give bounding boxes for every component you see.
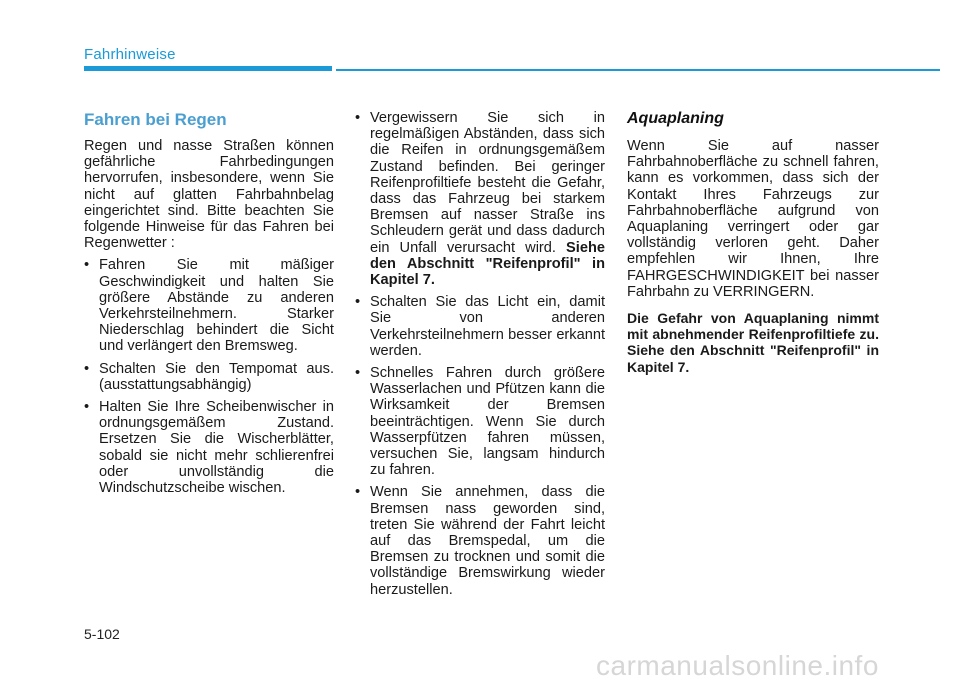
list-item-text: Schnelles Fahren durch größere Wasserlachen und Pfützen kann die Wirksamkeit der Bremsen beeinträchtigen. Wenn Sie durch Wasserpfützen fahren müssen, versuchen Sie, langsam hindurch zu fahren.: [370, 365, 605, 479]
list-item-text: Schalten Sie das Licht ein, damit Sie von anderen Verkehrsteilnehmern besser erkannt werden.: [370, 294, 605, 359]
list-item: [84, 257, 334, 354]
rain-tips-list-continued: [355, 110, 605, 598]
list-item: [84, 399, 334, 496]
bullet-icon: •: [84, 257, 90, 274]
list-item-text: Fahren Sie mit mäßiger Geschwindigkeit und halten Sie größere Abstände zu anderen Verkehrsteilnehmern. Starker Niederschlag behindert die Sicht und verlängert den Bremsweg.: [99, 257, 334, 355]
bullet-icon: •: [355, 484, 361, 501]
bullet-icon: •: [355, 365, 361, 382]
list-item-text: Vergewissern Sie sich in regelmäßigen Abständen, dass sich die Reifen in ordnungsgemäßem Zustand befinden. Bei geringer Reifenprofiltiefe besteht die Gefahr, dass das Fahrzeug bei starkem Bremsen auf nasser Straße ins Schleudern gerät und dass dadurch ein Unfall verursacht wird.: [370, 110, 605, 256]
cross-reference: Siehe den Abschnitt "Reifenprofil" in Kapitel 7.: [370, 239, 605, 289]
column-middle: [355, 110, 605, 604]
list-item: [355, 365, 605, 478]
list-item-text: Schalten Sie den Tempomat aus. (ausstattungsabhängig): [99, 360, 334, 393]
page-number: 5-102: [84, 626, 120, 642]
aquaplaning-warning: Die Gefahr von Aquaplaning nimmt mit abnehmender Reifenprofiltiefe zu. Siehe den Abschnitt "Reifenprofil" in Kapitel 7.: [627, 310, 879, 375]
watermark: carmanualsonline.info: [596, 650, 879, 681]
bullet-icon: •: [355, 110, 361, 126]
heading-rain-driving: Fahren bei Regen: [84, 110, 227, 129]
bullet-icon: •: [355, 294, 361, 311]
bullet-icon: •: [84, 360, 90, 377]
header-rule-thick: [84, 66, 332, 71]
list-item: [355, 294, 605, 359]
column-right: [627, 110, 879, 375]
header-rule-thin: [336, 69, 940, 71]
intro-paragraph: Regen und nasse Straßen können gefährliche Fahrbedingungen hervorrufen, insbesondere, wenn Sie nicht auf glatten Fahrbahnbelag eingerichtet sind. Bitte beachten Sie folgende Hinweise für das Fahren bei Regenwetter :: [84, 138, 334, 252]
list-item-text: Halten Sie Ihre Scheibenwischer in ordnungsgemäßem Zustand. Ersetzen Sie die Wischerblätter, sobald sie nicht mehr schlierenfrei oder unvollständig die Windschutzscheibe wischen.: [99, 399, 334, 497]
list-item: [355, 110, 605, 288]
bullet-icon: •: [84, 399, 90, 416]
column-left: [84, 110, 334, 502]
rain-tips-list: [84, 257, 334, 496]
aquaplaning-paragraph: Wenn Sie auf nasser Fahrbahnoberfläche zu schnell fahren, kann es vorkommen, dass sich der Kontakt Ihres Fahrzeugs zur Fahrbahnoberfläche aufgrund von Aquaplaning verringert oder gar vollständig verloren geht. Daher empfehlen wir Ihnen, Ihre FAHRGESCHWINDIGKEIT bei nasser Fahrbahn zu VERRINGERN.: [627, 138, 879, 300]
list-item: [355, 484, 605, 597]
heading-aquaplaning: Aquaplaning: [627, 110, 724, 127]
list-item: [84, 361, 334, 393]
list-item-text: Wenn Sie annehmen, dass die Bremsen nass geworden sind, treten Sie während der Fahrt leicht auf das Bremspedal, um die Bremsen zu trocknen und somit die vollständige Bremswirkung wieder herzustellen.: [370, 484, 605, 598]
section-title: Fahrhinweise: [84, 46, 176, 63]
